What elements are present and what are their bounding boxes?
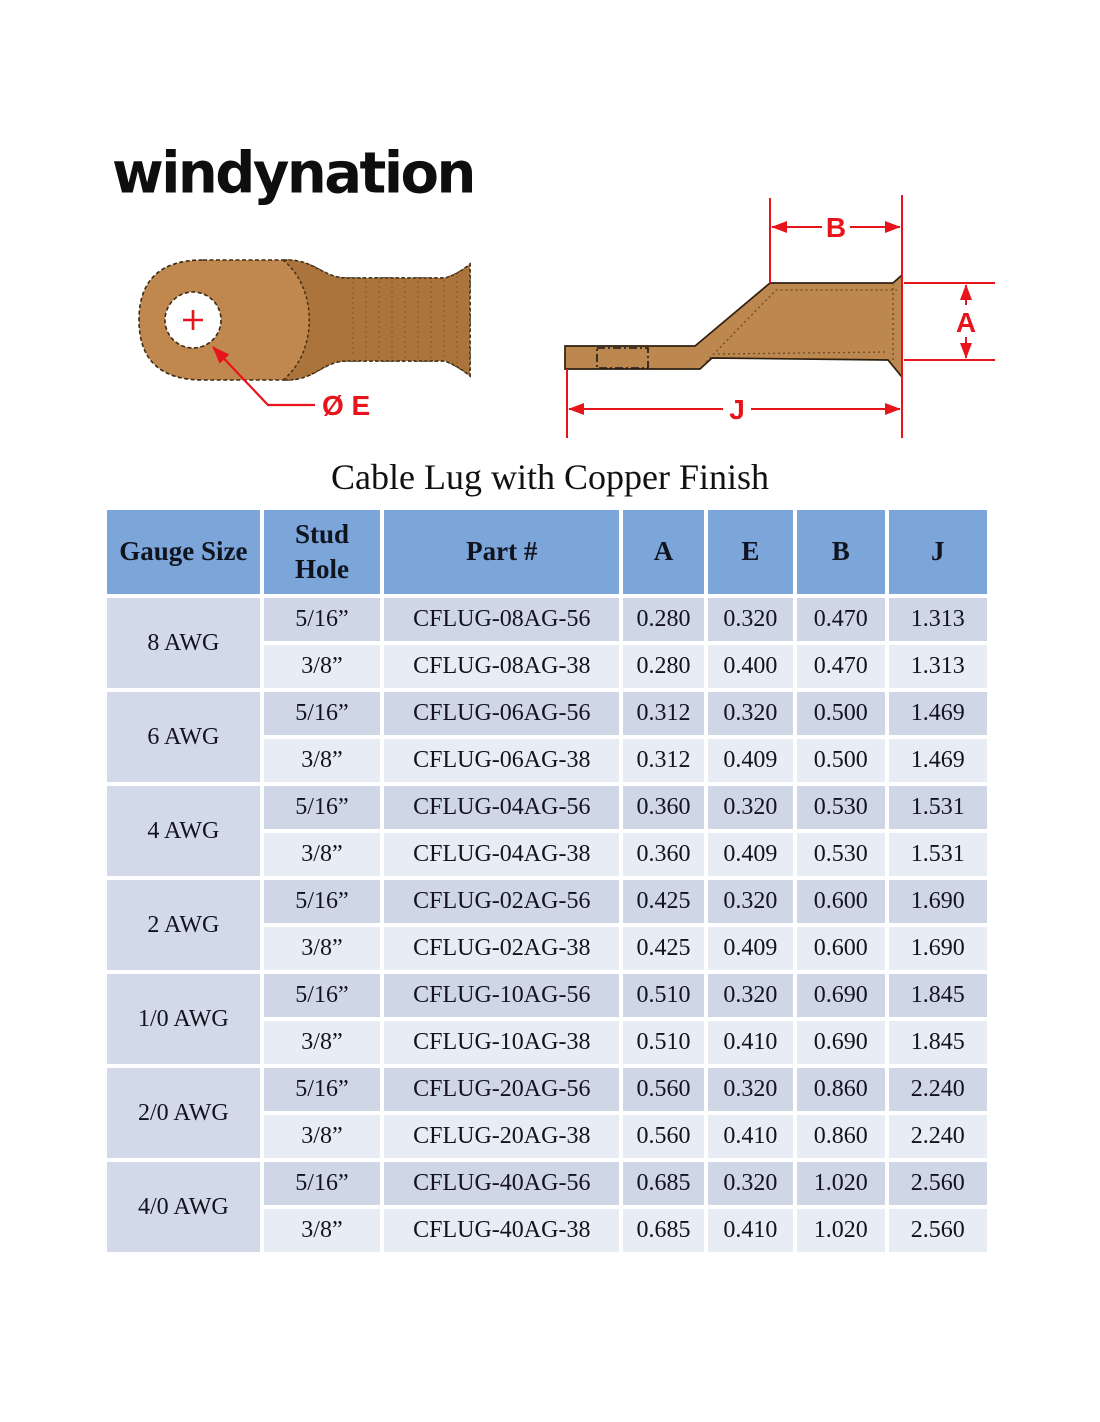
dim-e-cell: 0.320 bbox=[708, 692, 793, 735]
dim-b-cell: 1.020 bbox=[797, 1162, 884, 1205]
dim-b-cell: 0.500 bbox=[797, 739, 884, 782]
stud-hole-cell: 3/8” bbox=[264, 833, 381, 876]
dim-a-cell: 0.360 bbox=[623, 833, 703, 876]
dim-j-cell: 1.469 bbox=[889, 739, 988, 782]
dim-j-cell: 1.845 bbox=[889, 974, 988, 1017]
dim-a-cell: 0.280 bbox=[623, 645, 703, 688]
part-number-cell: CFLUG-06AG-56 bbox=[384, 692, 619, 735]
stud-hole-cell: 3/8” bbox=[264, 927, 381, 970]
gauge-cell: 1/0 AWG bbox=[107, 974, 260, 1064]
dim-e-cell: 0.409 bbox=[708, 833, 793, 876]
gauge-cell: 2/0 AWG bbox=[107, 1068, 260, 1158]
dim-e-cell: 0.400 bbox=[708, 645, 793, 688]
part-number-cell: CFLUG-40AG-38 bbox=[384, 1209, 619, 1252]
spec-table bbox=[103, 506, 991, 1256]
dim-e-cell: 0.410 bbox=[708, 1021, 793, 1064]
dim-b-cell: 0.860 bbox=[797, 1115, 884, 1158]
brand-logo: windynation bbox=[112, 140, 474, 207]
dim-a-cell: 0.312 bbox=[623, 692, 703, 735]
dim-j-cell: 1.690 bbox=[889, 927, 988, 970]
dim-b-cell: 0.530 bbox=[797, 786, 884, 829]
dim-b-cell: 0.530 bbox=[797, 833, 884, 876]
part-number-cell: CFLUG-08AG-56 bbox=[384, 598, 619, 641]
dim-a-cell: 0.560 bbox=[623, 1068, 703, 1111]
dim-e-cell: 0.409 bbox=[708, 739, 793, 782]
dim-b-cell: 1.020 bbox=[797, 1209, 884, 1252]
lug-side-view-diagram bbox=[550, 185, 1010, 450]
dim-a-cell: 0.280 bbox=[623, 598, 703, 641]
dim-j-cell: 2.560 bbox=[889, 1209, 988, 1252]
dim-b-cell: 0.690 bbox=[797, 1021, 884, 1064]
dim-j-cell: 1.469 bbox=[889, 692, 988, 735]
gauge-cell: 4 AWG bbox=[107, 786, 260, 876]
lug-top-view-diagram bbox=[125, 248, 485, 426]
dim-e-cell: 0.320 bbox=[708, 598, 793, 641]
dim-a-cell: 0.685 bbox=[623, 1209, 703, 1252]
part-number-cell: CFLUG-04AG-38 bbox=[384, 833, 619, 876]
dim-j-cell: 2.560 bbox=[889, 1162, 988, 1205]
stud-hole-cell: 3/8” bbox=[264, 1115, 381, 1158]
dim-j-cell: 1.313 bbox=[889, 598, 988, 641]
dim-j-cell: 1.845 bbox=[889, 1021, 988, 1064]
dim-a-cell: 0.425 bbox=[623, 927, 703, 970]
table-row bbox=[107, 880, 987, 923]
part-number-cell: CFLUG-02AG-38 bbox=[384, 927, 619, 970]
dim-j-cell: 2.240 bbox=[889, 1068, 988, 1111]
dim-a-cell: 0.510 bbox=[623, 1021, 703, 1064]
stud-hole-cell: 5/16” bbox=[264, 974, 381, 1017]
stud-hole-cell: 5/16” bbox=[264, 786, 381, 829]
part-number-cell: CFLUG-10AG-38 bbox=[384, 1021, 619, 1064]
part-number-cell: CFLUG-04AG-56 bbox=[384, 786, 619, 829]
stud-hole-cell: 5/16” bbox=[264, 692, 381, 735]
col-header-a: A bbox=[623, 510, 703, 594]
dim-e-cell: 0.410 bbox=[708, 1115, 793, 1158]
dim-b-cell: 0.600 bbox=[797, 880, 884, 923]
hole-diameter-label: Ø E bbox=[322, 390, 371, 421]
dim-b-cell: 0.690 bbox=[797, 974, 884, 1017]
dim-e-cell: 0.409 bbox=[708, 927, 793, 970]
table-row bbox=[107, 974, 987, 1017]
dim-j-label: J bbox=[729, 394, 745, 425]
part-number-cell: CFLUG-06AG-38 bbox=[384, 739, 619, 782]
dim-a-cell: 0.425 bbox=[623, 880, 703, 923]
part-number-cell: CFLUG-20AG-38 bbox=[384, 1115, 619, 1158]
dim-e-cell: 0.410 bbox=[708, 1209, 793, 1252]
gauge-cell: 6 AWG bbox=[107, 692, 260, 782]
dim-b-cell: 0.600 bbox=[797, 927, 884, 970]
table-row bbox=[107, 1068, 987, 1111]
gauge-cell: 4/0 AWG bbox=[107, 1162, 260, 1252]
dim-j-cell: 1.531 bbox=[889, 833, 988, 876]
dim-e-cell: 0.320 bbox=[708, 1068, 793, 1111]
col-header-part: Part # bbox=[384, 510, 619, 594]
dim-b-cell: 0.470 bbox=[797, 645, 884, 688]
dim-a-cell: 0.510 bbox=[623, 974, 703, 1017]
dim-e-cell: 0.320 bbox=[708, 786, 793, 829]
table-row bbox=[107, 786, 987, 829]
dim-a-label: A bbox=[955, 307, 977, 338]
part-number-cell: CFLUG-10AG-56 bbox=[384, 974, 619, 1017]
dim-a-cell: 0.360 bbox=[623, 786, 703, 829]
stud-hole-cell: 5/16” bbox=[264, 1068, 381, 1111]
stud-hole-cell: 5/16” bbox=[264, 880, 381, 923]
gauge-cell: 2 AWG bbox=[107, 880, 260, 970]
header-row bbox=[107, 510, 987, 594]
col-header-b: B bbox=[797, 510, 884, 594]
dim-a-cell: 0.312 bbox=[623, 739, 703, 782]
dim-b-cell: 0.860 bbox=[797, 1068, 884, 1111]
dim-j-cell: 1.690 bbox=[889, 880, 988, 923]
part-number-cell: CFLUG-08AG-38 bbox=[384, 645, 619, 688]
dim-e-cell: 0.320 bbox=[708, 1162, 793, 1205]
table-row bbox=[107, 598, 987, 641]
dim-j-cell: 1.531 bbox=[889, 786, 988, 829]
stud-hole-cell: 5/16” bbox=[264, 1162, 381, 1205]
dim-b-cell: 0.470 bbox=[797, 598, 884, 641]
dim-a-cell: 0.685 bbox=[623, 1162, 703, 1205]
table-row bbox=[107, 1162, 987, 1205]
dim-b-label: B bbox=[825, 212, 847, 243]
gauge-cell: 8 AWG bbox=[107, 598, 260, 688]
part-number-cell: CFLUG-02AG-56 bbox=[384, 880, 619, 923]
col-header-e: E bbox=[708, 510, 793, 594]
dim-j-cell: 2.240 bbox=[889, 1115, 988, 1158]
col-header-stud-hole: Stud Hole bbox=[264, 510, 381, 594]
page-title: Cable Lug with Copper Finish bbox=[331, 457, 769, 497]
col-header-gauge-size: Gauge Size bbox=[107, 510, 260, 594]
stud-hole-cell: 3/8” bbox=[264, 1021, 381, 1064]
dim-a-cell: 0.560 bbox=[623, 1115, 703, 1158]
stud-hole-cell: 3/8” bbox=[264, 739, 381, 782]
dim-e-cell: 0.320 bbox=[708, 974, 793, 1017]
col-header-j: J bbox=[889, 510, 988, 594]
part-number-cell: CFLUG-20AG-56 bbox=[384, 1068, 619, 1111]
stud-hole-cell: 3/8” bbox=[264, 645, 381, 688]
part-number-cell: CFLUG-40AG-56 bbox=[384, 1162, 619, 1205]
dim-j-cell: 1.313 bbox=[889, 645, 988, 688]
stud-hole-cell: 3/8” bbox=[264, 1209, 381, 1252]
stud-hole-cell: 5/16” bbox=[264, 598, 381, 641]
lug-barrel bbox=[283, 260, 470, 380]
dim-e-cell: 0.320 bbox=[708, 880, 793, 923]
table-row bbox=[107, 692, 987, 735]
dim-b-cell: 0.500 bbox=[797, 692, 884, 735]
